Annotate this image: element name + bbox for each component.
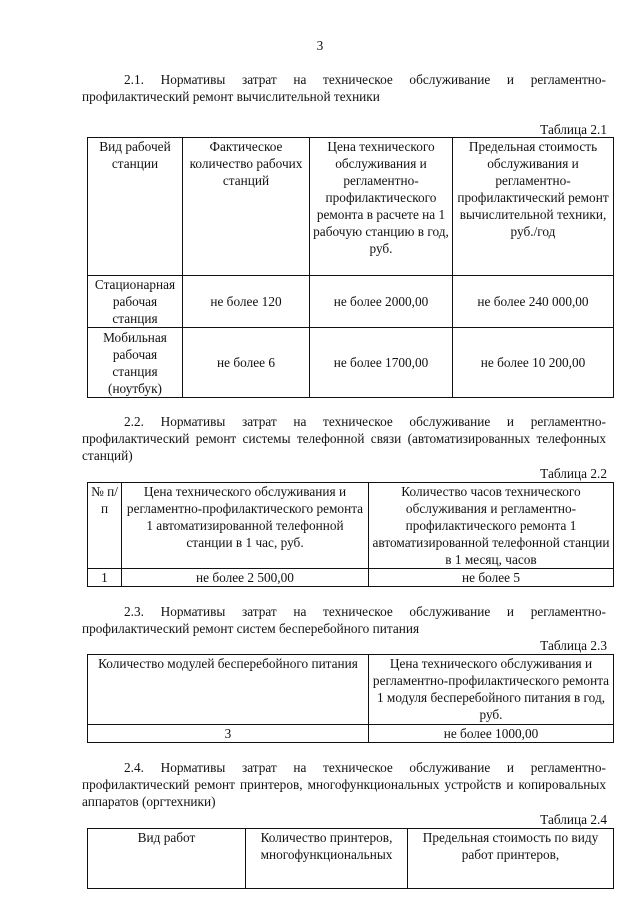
table-header-row <box>88 483 614 569</box>
table-cell: не более 1000,00 <box>369 725 614 743</box>
header-cell: Цена технического обслуживания и регламентно-профилактического ремонта 1 модуля бесперебойного питания в год, руб. <box>369 655 614 725</box>
table-2-4-caption: Таблица 2.4 <box>540 812 607 827</box>
section-2-4-heading: 2.4. Нормативы затрат на техническое обслуживание и регламентно-профилактический ремонт принтеров, многофункциональных устройств и копировальных аппаратов (оргтехники) <box>82 760 606 809</box>
table-cell: не более 2000,00 <box>310 276 453 328</box>
table-cell: Мобильная рабочая станция (ноутбук) <box>88 328 183 398</box>
table-cell: не более 5 <box>369 569 614 587</box>
page-number: 3 <box>316 38 324 53</box>
table-2-1-caption: Таблица 2.1 <box>540 122 607 137</box>
table-2-4 <box>87 828 614 889</box>
section-2-2-heading: 2.2. Нормативы затрат на техническое обслуживание и регламентно-профилактический ремонт системы телефонной связи (автоматизированных телефонных станций) <box>82 414 606 463</box>
header-cell: Количество модулей бесперебойного питания <box>88 655 369 725</box>
table-cell: не более 240 000,00 <box>453 276 614 328</box>
section-2-1-heading: 2.1. Нормативы затрат на техническое обслуживание и регламентно-профилактический ремонт вычислительной техники <box>82 72 606 104</box>
header-cell: Количество часов технического обслуживания и регламентно-профилактического ремонта 1 автоматизированной телефонной станции в 1 месяц, часов <box>369 483 614 569</box>
table-cell: не более 6 <box>183 328 310 398</box>
header-cell: Вид рабочей станции <box>88 138 183 276</box>
header-cell: Количество принтеров, многофункциональных <box>246 829 408 889</box>
header-cell: Предельная стоимость по виду работ принтеров, <box>408 829 614 889</box>
table-2-2 <box>87 482 614 587</box>
table-cell: 3 <box>88 725 369 743</box>
table-header-row <box>88 829 614 889</box>
table-cell: не более 1700,00 <box>310 328 453 398</box>
table-cell: не более 2 500,00 <box>122 569 369 587</box>
table-2-2-caption: Таблица 2.2 <box>540 466 607 481</box>
table-row <box>88 725 614 743</box>
header-cell: Фактическое количество рабочих станций <box>183 138 310 276</box>
table-header-row <box>88 138 614 276</box>
header-cell: Цена технического обслуживания и регламентно-профилактического ремонта в расчете на 1 рабочую станцию в год, руб. <box>310 138 453 276</box>
table-row <box>88 328 614 398</box>
table-2-3-caption: Таблица 2.3 <box>540 638 607 653</box>
header-cell: № п/п <box>88 483 122 569</box>
table-2-1 <box>87 137 614 398</box>
table-cell: не более 10 200,00 <box>453 328 614 398</box>
table-row <box>88 276 614 328</box>
table-row <box>88 569 614 587</box>
table-cell: Стационарная рабочая станция <box>88 276 183 328</box>
header-cell: Вид работ <box>88 829 246 889</box>
table-header-row <box>88 655 614 725</box>
table-cell: 1 <box>88 569 122 587</box>
header-cell: Предельная стоимость обслуживания и регламентно-профилактический ремонт вычислительной техники, руб./год <box>453 138 614 276</box>
table-cell: не более 120 <box>183 276 310 328</box>
section-2-3-heading: 2.3. Нормативы затрат на техническое обслуживание и регламентно-профилактический ремонт систем бесперебойного питания <box>82 604 606 636</box>
table-2-3 <box>87 654 614 743</box>
header-cell: Цена технического обслуживания и регламентно-профилактического ремонта 1 автоматизированной телефонной станции в 1 час, руб. <box>122 483 369 569</box>
